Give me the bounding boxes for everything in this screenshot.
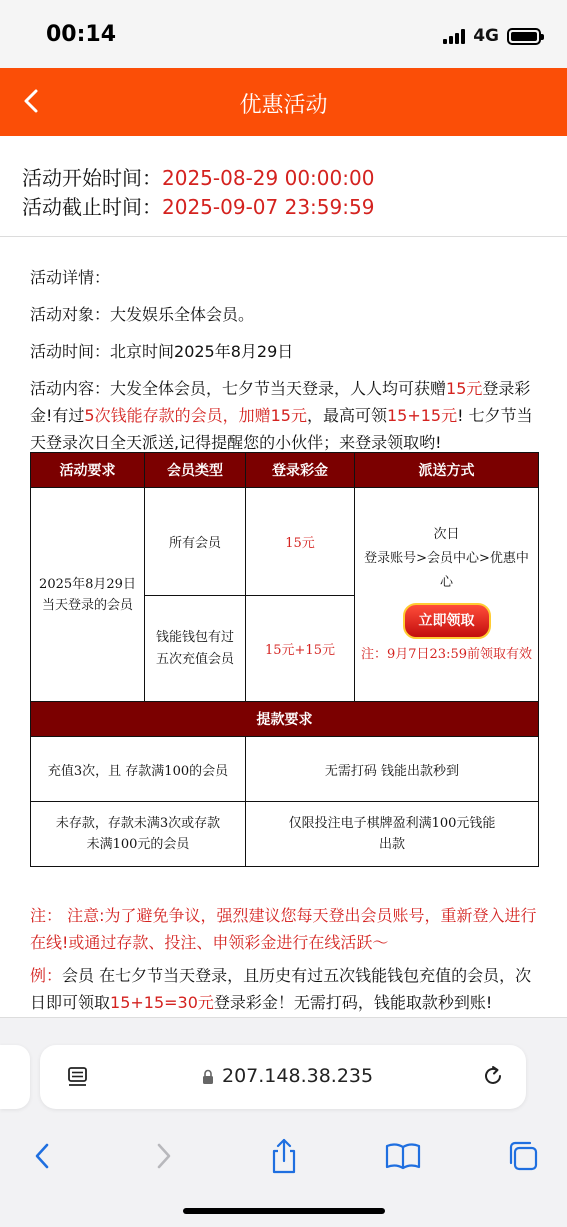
- content-text: ，最高可领: [306, 406, 387, 425]
- content-highlight: 5次钱能存款的会员，加赠15元: [84, 406, 307, 425]
- table-header: 活动要求: [31, 453, 145, 488]
- target-label: 活动对象：: [30, 305, 111, 324]
- address-bar[interactable]: [40, 1045, 526, 1109]
- target-row: [30, 301, 542, 329]
- delivery-note: 注：9月7日23:59前领取有效: [360, 646, 532, 662]
- withdraw-condition: 充值3次，且 存款满100的会员: [31, 737, 246, 802]
- forward-button[interactable]: [144, 1136, 184, 1176]
- battery-icon: [507, 28, 541, 45]
- content-highlight: 15+15元: [386, 406, 458, 425]
- delivery-path: 登录账号>会员中心>优惠中心: [364, 550, 529, 590]
- divider: [0, 236, 567, 237]
- url-text[interactable]: 207.148.38.235: [222, 1065, 374, 1087]
- page-title: 优惠活动: [239, 93, 328, 118]
- start-time-label: 活动开始时间：: [22, 166, 162, 190]
- share-button[interactable]: [264, 1136, 304, 1176]
- end-time-row: [22, 193, 374, 222]
- lock-icon: [202, 1069, 214, 1085]
- status-icons: [443, 26, 541, 46]
- chevron-right-icon: [152, 1141, 176, 1171]
- tabs-button[interactable]: [503, 1136, 543, 1176]
- nav-header: [0, 68, 567, 136]
- time-row: [30, 338, 542, 366]
- member-type-cell: 钱能钱包有过五次充值会员: [145, 596, 246, 702]
- table-header: 派送方式: [355, 453, 539, 488]
- reload-icon[interactable]: [480, 1063, 506, 1089]
- table-row: [31, 737, 539, 802]
- example-text: [30, 962, 540, 1016]
- signal-icon: [443, 28, 465, 44]
- example-label: 例：: [30, 966, 63, 985]
- content-row: [30, 375, 542, 456]
- note-label: 注：: [30, 906, 63, 925]
- note-body: 注意:为了避免争议，强烈建议您每天登出会员账号，重新登入进行在线!或通过存款、投注、申领彩金进行在线活跃～: [30, 906, 537, 952]
- content-text: ! 七夕节当天登录次日全天派送,记得提醒您的小伙伴；来登录领取哟!: [30, 406, 533, 452]
- content-text: 大发全体会员，七夕节当天登录，人人均可获赠: [110, 379, 447, 398]
- book-icon: [384, 1141, 422, 1171]
- delivery-cell: [355, 488, 539, 702]
- withdraw-header-row: [31, 702, 539, 737]
- bonus-cell: 15元+15元: [246, 596, 355, 702]
- time-value: 北京时间2025年8月29日: [110, 342, 294, 361]
- reader-mode-icon[interactable]: [66, 1065, 90, 1089]
- browser-chrome: [0, 1017, 567, 1227]
- note-text: [30, 902, 540, 956]
- share-icon: [268, 1137, 300, 1175]
- home-indicator: [183, 1208, 385, 1214]
- content-highlight: 15元: [446, 379, 483, 398]
- tabs-icon: [506, 1139, 540, 1173]
- withdraw-condition: 未存款，存款未满3次或存款未满100元的会员: [31, 802, 246, 867]
- withdraw-rule: 仅限投注电子棋牌盈利满100元钱能出款: [246, 802, 539, 867]
- table-header: 登录彩金: [246, 453, 355, 488]
- details-heading: 活动详情：: [30, 268, 111, 287]
- requirement-cell: 2025年8月29日当天登录的会员: [31, 488, 145, 702]
- example-body: 登录彩金！无需打码，钱能取款秒到账!: [213, 993, 493, 1012]
- time-label: 活动时间：: [30, 342, 111, 361]
- table-header: 会员类型: [145, 453, 246, 488]
- table-header-row: [31, 453, 539, 488]
- table-row: [31, 802, 539, 867]
- withdraw-header: 提款要求: [31, 702, 539, 737]
- browser-toolbar: [0, 1128, 567, 1188]
- notes-section: [30, 902, 540, 1022]
- bonus-cell: 15元: [246, 488, 355, 596]
- delivery-when: 次日: [433, 526, 460, 542]
- back-button[interactable]: [22, 1136, 62, 1176]
- start-time-value: 2025-08-29 00:00:00: [162, 166, 375, 190]
- clock: 00:14: [46, 22, 117, 47]
- end-time-value: 2025-09-07 23:59:59: [162, 195, 375, 219]
- example-highlight: 15+15=30元: [110, 993, 214, 1012]
- activity-dates: [22, 164, 374, 222]
- content-label: 活动内容：: [30, 379, 111, 398]
- activity-details: [30, 264, 542, 465]
- target-value: 大发娱乐全体会员。: [110, 305, 255, 324]
- start-time-row: [22, 164, 374, 193]
- end-time-label: 活动截止时间：: [22, 195, 162, 219]
- status-bar: [0, 0, 567, 68]
- previous-tab-preview[interactable]: [0, 1045, 30, 1109]
- content-text: 登录彩金!有过: [30, 379, 531, 425]
- withdraw-rule: 无需打码 钱能出款秒到: [246, 737, 539, 802]
- chevron-left-icon: [30, 1141, 54, 1171]
- bookmarks-button[interactable]: [383, 1136, 423, 1176]
- example-body: 会员 在七夕节当天登录，且历史有过五次钱能钱包充值的会员，次日即可领取: [30, 966, 532, 1012]
- member-type-cell: 所有会员: [145, 488, 246, 596]
- claim-button[interactable]: 立即领取: [403, 603, 491, 639]
- activity-table: [30, 452, 539, 867]
- table-row: [31, 488, 539, 596]
- network-type: 4G: [473, 26, 499, 46]
